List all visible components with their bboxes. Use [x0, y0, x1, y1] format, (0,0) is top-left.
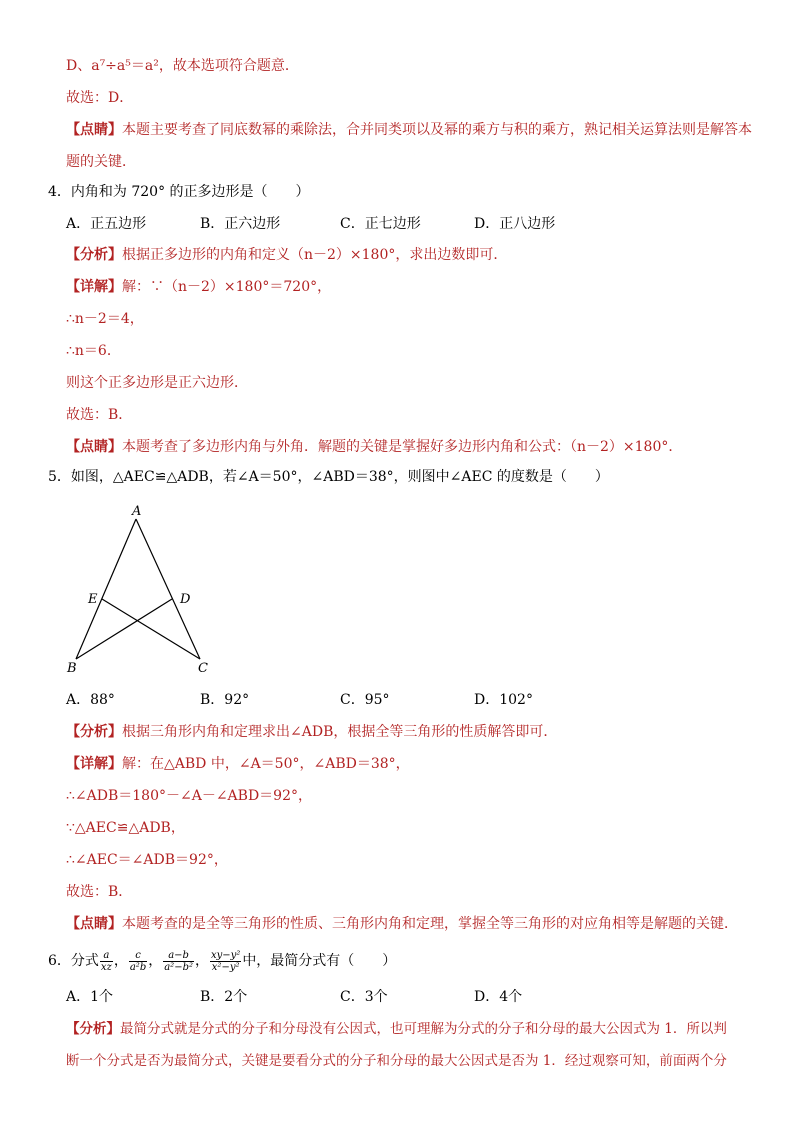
q6-stem-suffix: 中，最简分式有（ ）: [242, 953, 397, 969]
q6-stem: 6．分式 $\frac{a}{xz}$ ， $\frac{c}{\text{a²b}}$ ， $\frac{a-b}{\text{a²−b²}}$ ， $\frac{\text{xy−y²}}{\text{x²−y²}}$ 中，最简分式有（ ）: [48, 949, 397, 973]
q5-detail-tag: 【详解】: [66, 756, 122, 772]
q3-comment: [66, 120, 752, 140]
q5-step-3: ∴∠AEC＝∠ADB＝92°，: [66, 852, 228, 868]
q6-analysis-line-2: 断一个分式是否为最简分式，关键是要看分式的分子和分母的最大公因式是否为 1．经过观察可知，前面两个分: [66, 1053, 727, 1069]
q5-stem: 5．如图，△AEC≌△ADB，若∠A＝50°，∠ABD＝38°，则图中∠AEC 的度数是（ ）: [48, 469, 609, 485]
q5-step-1: ∴∠ADB＝180°－∠A－∠ABD＝92°，: [66, 788, 312, 804]
q4-step-2: ∴n＝6．: [66, 343, 121, 359]
q6-fraction-2: [129, 950, 147, 973]
q6-fraction-4-den: x²−y²: [211, 961, 240, 973]
q4-answer: 故选：B．: [66, 407, 133, 423]
q6-option-a: A．1个: [66, 989, 114, 1005]
q5-comment-tag: 【点睛】: [66, 916, 122, 932]
q5-detail: [66, 754, 410, 774]
q3-answer: 故选：D．: [66, 90, 134, 106]
q6-fraction-3-den: a²−b²: [164, 961, 193, 973]
q5-analysis-text: 根据三角形内角和定理求出∠ADB，根据全等三角形的性质解答即可．: [122, 724, 558, 740]
label-d: D: [180, 592, 191, 607]
q3-comment-line-1: 本题主要考查了同底数幂的乘除法，合并同类项以及幂的乘方与积的乘方，熟记相关运算法则是解答本: [122, 122, 752, 138]
q4-analysis-tag: 【分析】: [66, 247, 122, 263]
label-c: C: [198, 661, 208, 676]
q5-comment: [66, 914, 738, 934]
q4-comment-text-a: 本题考查了多边形内角与外角．解题的关键是掌握好多边形内角和公式：: [122, 439, 570, 455]
q6-analysis: [66, 1019, 727, 1039]
q4-step-3: 则这个正多边形是正六边形．: [66, 375, 248, 391]
q6-stem-prefix: 6．分式: [48, 953, 99, 969]
q5-step-2: ∵△AEC≌△ADB，: [66, 820, 185, 836]
q4-detail: [66, 277, 331, 297]
q6-analysis-tag: 【分析】: [66, 1021, 120, 1037]
q3-option-d-line: D、a⁷÷a⁵＝a²，故本选项符合题意．: [66, 58, 299, 74]
q6-fraction-3-num: a−b: [163, 950, 194, 962]
segment-ac: [136, 519, 200, 659]
q4-option-c: C．正七边形: [340, 216, 421, 232]
q5-analysis-tag: 【分析】: [66, 724, 122, 740]
q6-fraction-2-den: a²b: [129, 961, 147, 973]
label-b: B: [67, 661, 77, 676]
q5-option-a: A．88°: [66, 692, 115, 708]
q4-comment-tag: 【点睛】: [66, 439, 122, 455]
q4-analysis-text-a: 根据正多边形的内角和定义: [122, 247, 290, 263]
q5-analysis: [66, 722, 557, 742]
q6-fraction-3: [163, 950, 194, 973]
q4-detail-tag: 【详解】: [66, 279, 122, 295]
label-e: E: [88, 592, 98, 607]
label-a: A: [132, 504, 142, 519]
q6-option-d: D．4个: [474, 989, 523, 1005]
segment-ec: [102, 599, 200, 659]
q4-comment-text-b: （n－2）×180°．: [570, 439, 683, 455]
q5-triangle-figure: [62, 503, 222, 678]
q3-comment-line-2: 题的关键．: [66, 154, 136, 170]
q5-option-b: B．92°: [200, 692, 250, 708]
q6-fraction-1-num: a: [100, 950, 113, 962]
q4-analysis: [66, 245, 507, 265]
q6-option-b: B．2个: [200, 989, 248, 1005]
q6-option-c: C．3个: [340, 989, 388, 1005]
q5-answer: 故选：B．: [66, 884, 133, 900]
q6-fraction-2-num: c: [129, 950, 147, 962]
q4-analysis-text-b: （n－2）×180°，求出边数即可．: [290, 247, 508, 263]
q3-comment-tag: 【点睛】: [66, 122, 122, 138]
q5-comment-text: 本题考查的是全等三角形的性质、三角形内角和定理，掌握全等三角形的对应角相等是解题的关键．: [122, 916, 738, 932]
q5-option-d: D．102°: [474, 692, 533, 708]
q6-analysis-line-1: 最简分式就是分式的分子和分母没有公因式，也可理解为分式的分子和分母的最大公因式为 1．所以判: [120, 1021, 727, 1037]
q4-stem: 4．内角和为 720° 的正多边形是（ ）: [48, 184, 310, 200]
q4-step-1: ∴n－2＝4，: [66, 311, 144, 327]
q4-detail-text: 解：∵（n－2）×180°＝720°，: [122, 279, 332, 295]
q6-fraction-4: [210, 950, 241, 973]
q6-fraction-1: [100, 950, 113, 973]
q4-option-b: B．正六边形: [200, 216, 281, 232]
q6-fraction-1-den: xz: [100, 961, 112, 973]
q4-option-d: D．正八边形: [474, 216, 556, 232]
q4-comment: [66, 437, 682, 457]
segment-ab: [76, 519, 136, 659]
q5-option-c: C．95°: [340, 692, 390, 708]
segment-db: [76, 599, 172, 659]
q4-option-a: A．正五边形: [66, 216, 147, 232]
q5-detail-text: 解：在△ABD 中，∠A＝50°，∠ABD＝38°，: [122, 756, 410, 772]
q6-fraction-4-num: xy−y²: [210, 949, 241, 961]
